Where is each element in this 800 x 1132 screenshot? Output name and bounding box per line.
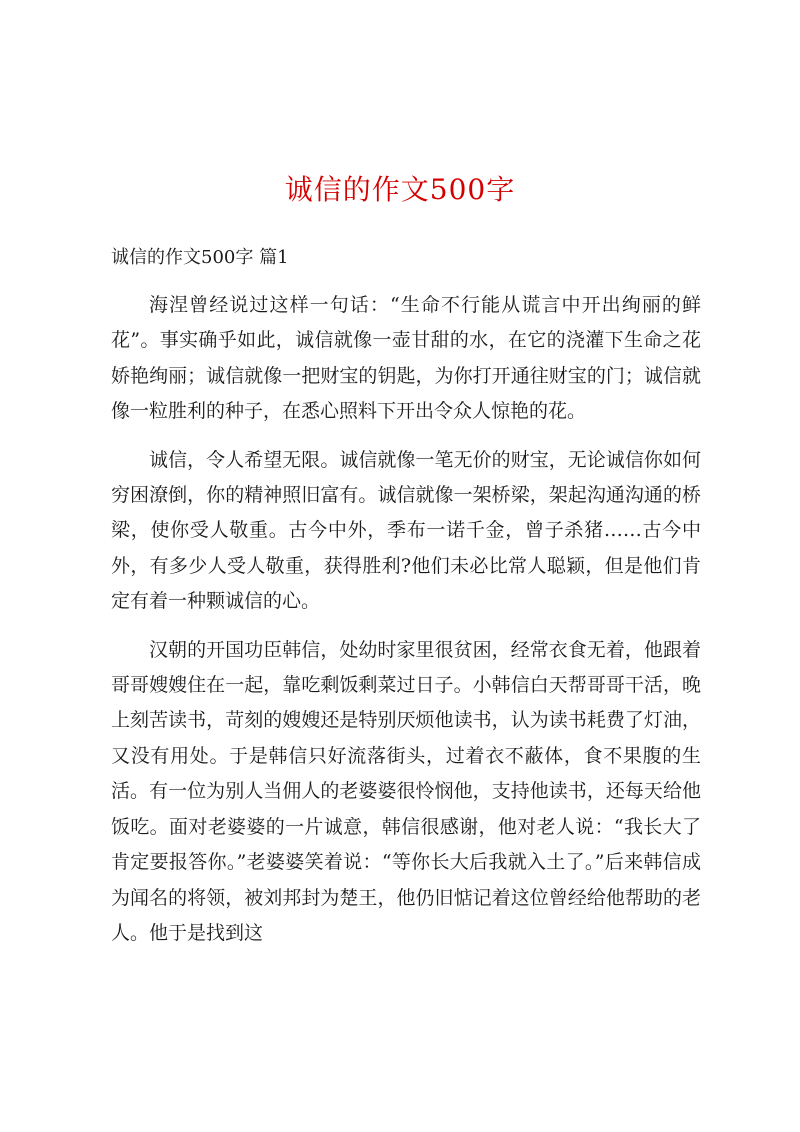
section-heading: 诚信的作文500字 篇1 [111,247,289,268]
document-title: 诚信的作文500字 [284,173,516,206]
paragraph: 汉朝的开国功臣韩信，处幼时家里很贫困，经常衣食无着，他跟着哥哥嫂嫂住在一起，靠吃剩饭剩菜过日子。小韩信白天帮哥哥干活，晚上刻苦读书，苛刻的嫂嫂还是特别厌烦他读书，认为读书耗费了灯油，又没有用处。于是韩信只好流落街头，过着衣不蔽体，食不果腹的生活。有一位为别人当佣人的老婆婆很怜悯他，支持他读书，还每天给他饭吃。面对老婆婆的一片诚意，韩信很感谢，他对老人说：“我长大了肯定要报答你。”老婆婆笑着说：“等你长大后我就入土了。”后来韩信成为闻名的将领，被刘邦封为楚王，他仍旧惦记着这位曾经给他帮助的老人。他于是找到这 [111,638,701,944]
document-body [111,288,701,964]
paragraph: 海涅曾经说过这样一句话：“生命不行能从谎言中开出绚丽的鲜花”。事实确乎如此，诚信就像一壶甘甜的水，在它的浇灌下生命之花娇艳绚丽；诚信就像一把财宝的钥匙，为你打开通往财宝的门；诚信就像一粒胜利的种子，在悉心照料下开出令众人惊艳的花。 [111,294,701,423]
paragraph: 诚信，令人希望无限。诚信就像一笔无价的财宝，无论诚信你如何穷困潦倒，你的精神照旧富有。诚信就像一架桥梁，架起沟通沟通的桥梁，使你受人敬重。古今中外，季布一诺千金，曾子杀猪……古今中外，有多少人受人敬重，获得胜利?他们未必比常人聪颖，但是他们肯定有着一种颗诚信的心。 [111,448,701,613]
